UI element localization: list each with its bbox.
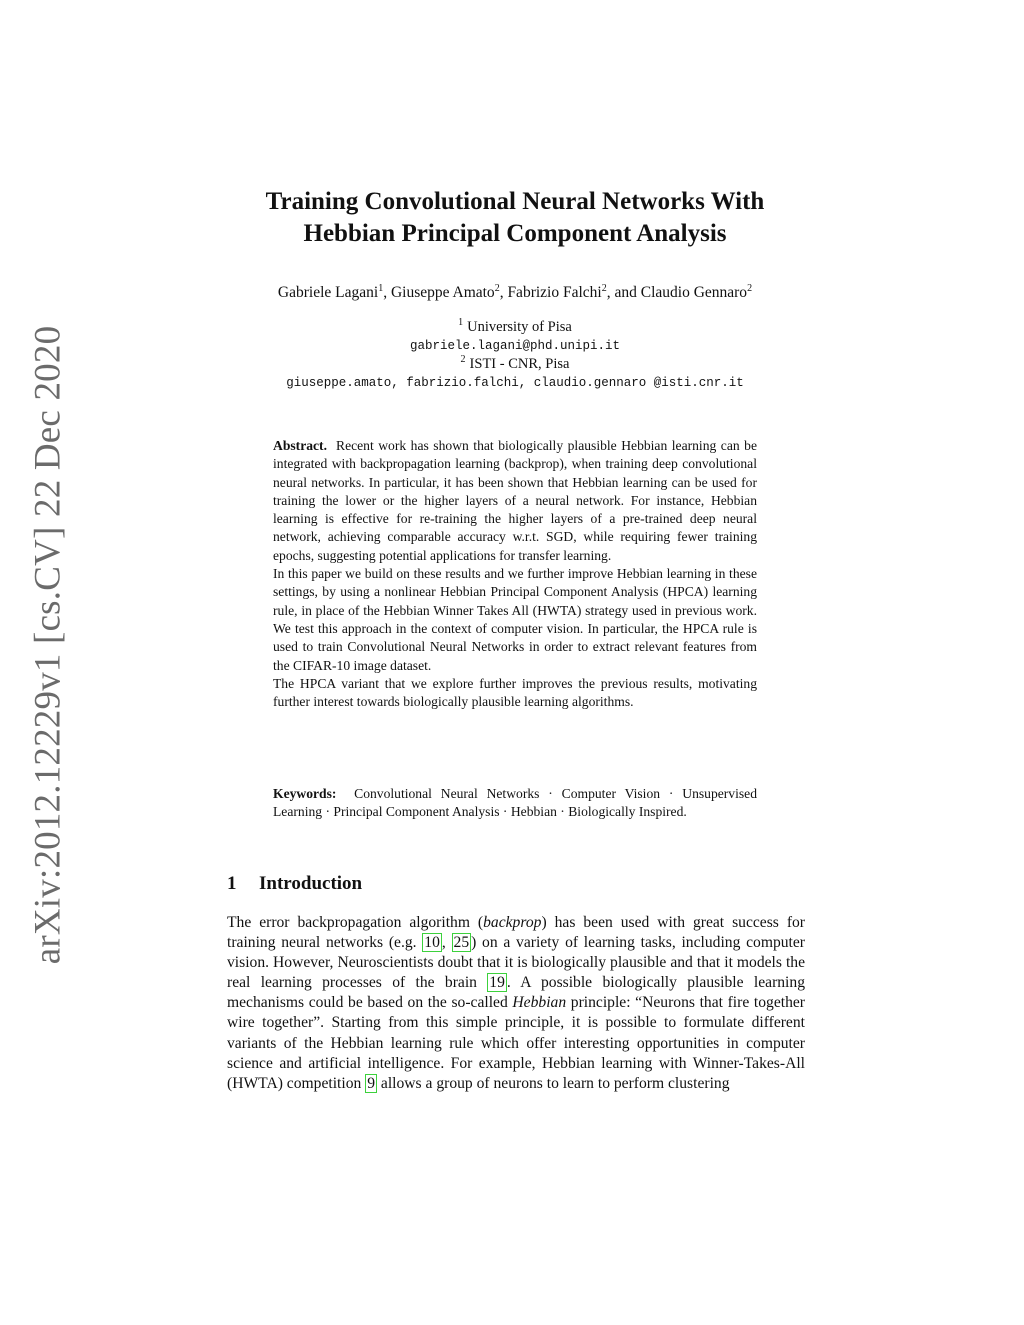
author-name: Giuseppe Amato — [390, 284, 495, 301]
affiliation-mark: 2 — [460, 354, 466, 366]
author-name: Claudio Gennaro — [640, 284, 748, 301]
affiliation-block — [150, 318, 880, 392]
citation-link[interactable]: 10 — [424, 934, 440, 952]
citation-link[interactable]: 25 — [453, 934, 470, 952]
affiliation-name: University of Pisa — [467, 319, 572, 335]
abstract-block — [273, 437, 757, 711]
introduction-paragraph — [227, 913, 805, 1094]
author-affiliation-mark: 1 — [378, 282, 384, 294]
section-title: Introduction — [259, 873, 363, 894]
citation-link[interactable]: 9 — [367, 1074, 375, 1092]
author-affiliation-mark: 2 — [601, 282, 607, 294]
intro-emphasis: Hebbian — [512, 994, 567, 1012]
arxiv-side-identifier — [27, 325, 69, 965]
intro-text: . A possible biologically plausible learning mechanisms could be based on the so-called — [227, 974, 805, 1012]
author-separator: , and — [606, 284, 641, 301]
author-affiliation-mark: 2 — [747, 282, 753, 294]
author-separator: , — [499, 284, 508, 301]
affiliation-name: ISTI - CNR, Pisa — [469, 356, 570, 372]
intro-text: principle: “Neurons that fire together wire together”. Starting from this simple principle, it is possible to formulate different variants of the Hebbian learning rule which offer interesting opportunities in computer science and artificial intelligence. For example, Hebbian learning with Winner-Takes-All (HWTA) competition — [227, 994, 805, 1092]
intro-text: ) on a variety of learning tasks, including computer vision. However, Neuroscientists doubt that it is biologically plausible and that it models the real learning processes of the brain — [227, 934, 805, 992]
affiliation-email: gabriele.lagani@phd.unipi.it — [409, 338, 621, 353]
author-list — [150, 283, 880, 303]
abstract-paragraph-3: The HPCA variant that we explore further improves the previous results, motivating further interest towards biologically plausible learning algorithms. — [273, 675, 757, 710]
intro-text: The error backpropagation algorithm ( — [227, 914, 484, 931]
intro-emphasis: backprop — [483, 914, 542, 931]
arxiv-identifier-text: arXiv:2012.12229v1 [cs.CV] 22 Dec 2020 — [27, 325, 69, 965]
author-separator: , — [383, 284, 391, 301]
title-line-2: Hebbian Principal Component Analysis — [303, 220, 727, 247]
author-name: Fabrizio Falchi — [507, 284, 602, 301]
abstract-label: Abstract. — [273, 438, 327, 453]
author-affiliation-mark: 2 — [494, 282, 500, 294]
section-number: 1 — [227, 873, 237, 894]
affiliation-mark: 1 — [458, 317, 464, 329]
intro-text: , — [441, 934, 452, 952]
intro-text: ) has been used with great success for training neural networks (e.g. — [227, 914, 805, 952]
author-name: Gabriele Lagani — [277, 284, 379, 301]
citation-link[interactable]: 19 — [489, 974, 505, 992]
affiliation-1 — [150, 318, 880, 337]
title-line-1: Training Convolutional Neural Networks With — [265, 188, 765, 215]
keywords-label: Keywords: — [273, 786, 337, 801]
paper-title — [180, 186, 850, 250]
affiliation-email: giuseppe.amato, fabrizio.falchi, claudio.gennaro @isti.cnr.it — [286, 375, 744, 390]
affiliation-2 — [150, 355, 880, 374]
abstract-text-1: Recent work has shown that biologically plausible Hebbian learning can be integrated with backpropagation learning (backprop), when training deep convolutional neural networks. In particular, it has been shown that Hebbian learning can be used for training the lower or the higher layers of a neural network. For instance, Hebbian learning is effective for re-training the higher layers of a pre-trained deep neural network, achieving comparable accuracy w.r.t. SGD, while requiring fewer training epochs, suggesting potential applications for transfer learning. — [273, 438, 758, 563]
keywords-block — [273, 785, 757, 822]
abstract-paragraph-2: In this paper we build on these results and we further improve Hebbian learning in these settings, by using a nonlinear Hebbian Principal Component Analysis (HPCA) learning rule, in place of the Hebbian Winner Takes All (HWTA) strategy used in previous work. We test this approach in the context of computer vision. In particular, the HPCA rule is used to train Convolutional Neural Networks in order to extract relevant features from the CIFAR-10 image dataset. — [273, 566, 757, 673]
keywords-text: Convolutional Neural Networks · Computer Vision · Unsupervised Learning · Principal Component Analysis · Hebbian · Biologically Inspired. — [273, 786, 758, 820]
intro-text: allows a group of neurons to learn to perform clustering — [377, 1074, 730, 1092]
abstract-paragraph-1 — [273, 437, 757, 565]
section-heading-introduction — [227, 872, 362, 896]
